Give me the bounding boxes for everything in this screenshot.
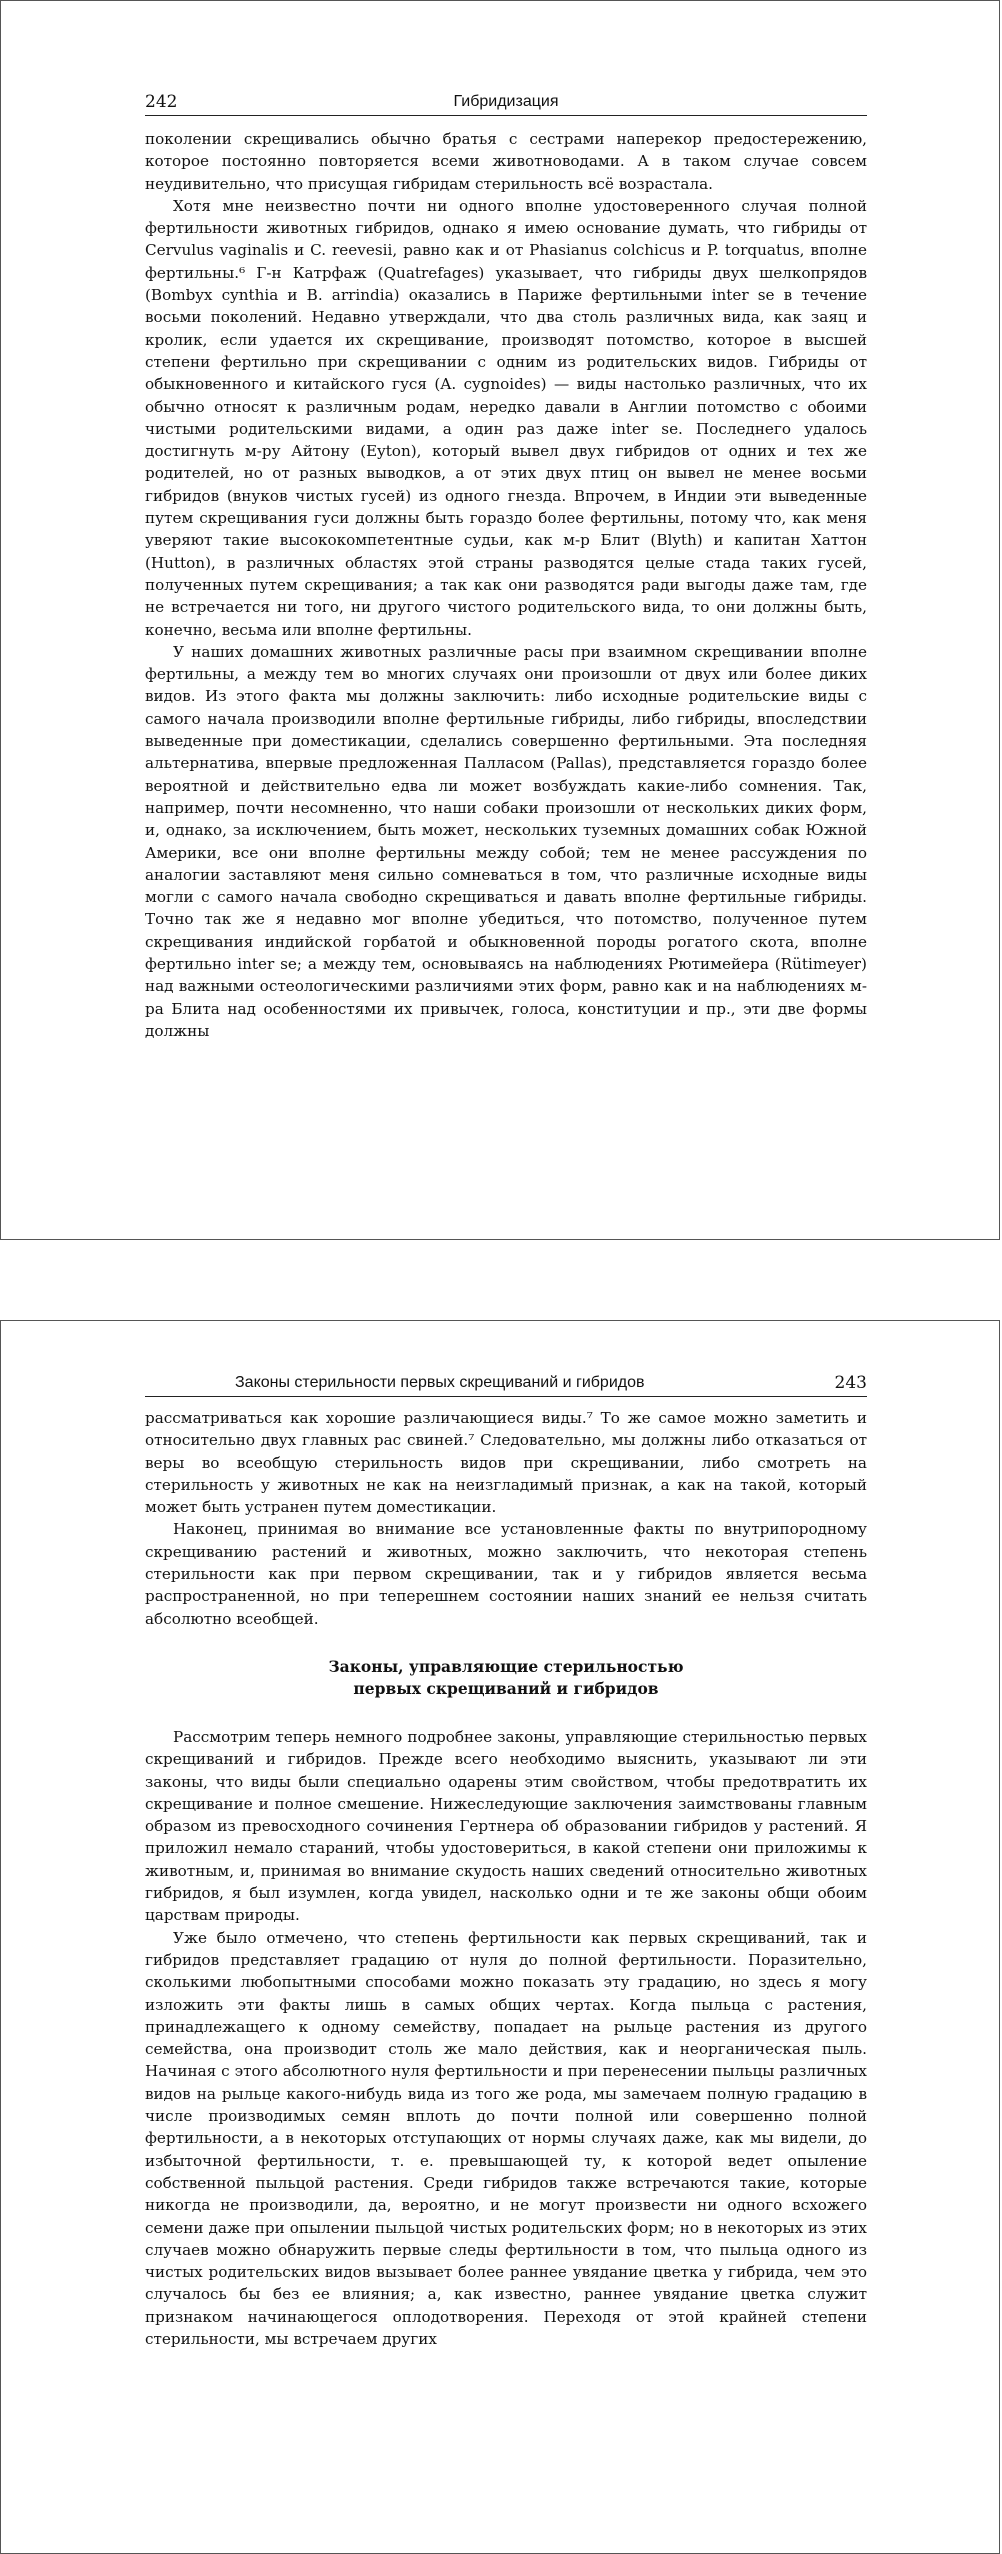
page-body bbox=[145, 1407, 867, 2350]
page-number: 243 bbox=[834, 1373, 867, 1393]
section-heading bbox=[145, 1656, 867, 1700]
page-body bbox=[145, 128, 867, 1042]
page-gap bbox=[0, 1240, 1002, 1320]
paragraph: Хотя мне неизвестно почти ни одного вполне удостоверенного случая полной фертильности животных гибридов, однако я имею основание думать, что гибриды от Cervulus vaginalis и C. reevesii, равно как и от Phasianus colchicus и P. torquatus, вполне фертильны.⁶ Г-н Катрфаж (Quatrefages) указывает, что гибриды двух шелкопрядов (Bombyx cynthia и B. arrindia) оказались в Париже фертильными inter se в течение восьми поколений. Недавно утверждали, что два столь различных вида, как заяц и кролик, если удается их скрещивание, производят потомство, которое в высшей степени фертильно при скрещивании с одним из родительских видов. Гибриды от обыкновенного и китайского гуся (A. cygnoides) — виды настолько различных, что их обычно относят к различным родам, нередко давали в Англии потомство с обоими чистыми родительскими видами, а один раз даже inter se. Последнего удалось достигнуть м-ру Айтону (Eyton), который вывел двух гибридов от одних и тех же родителей, но от разных выводков, а от этих двух птиц он вывел не менее восьми гибридов (внуков чистых гусей) из одного гнезда. Впрочем, в Индии эти выведенные путем скрещивания гуси должны быть гораздо более фертильны, потому что, как меня уверяют такие высококомпетентные судьи, как м-р Блит (Blyth) и капитан Хаттон (Hutton), в различных областях этой страны разводятся целые стада таких гусей, полученных путем скрещивания; а так как они разводятся ради выгоды даже там, где не встречается ни того, ни другого чистого родительского вида, то они должны быть, конечно, весьма или вполне фертильны. bbox=[145, 196, 867, 639]
section-heading-line: первых скрещиваний и гибридов bbox=[353, 1678, 659, 1698]
section-heading-line: Законы, управляющие стерильностью bbox=[328, 1656, 684, 1676]
running-header bbox=[145, 89, 867, 116]
running-header bbox=[145, 1370, 867, 1397]
paragraph: Наконец, принимая во внимание все установленные факты по внутрипородному скрещиванию растений и животных, можно заключить, что некоторая степень стерильности как при первом скрещивании, так и у гибридов является весьма распространенной, но при теперешнем состоянии наших знаний ее нельзя считать абсолютно всеобщей. bbox=[145, 1520, 867, 1628]
page-243 bbox=[0, 1320, 1000, 2554]
page-242 bbox=[0, 0, 1000, 1240]
paragraph: Рассмотрим теперь немного подробнее законы, управляющие стерильностью первых скрещиваний и гибридов. Прежде всего необходимо выяснить, указывают ли эти законы, что виды были специально одарены этим свойством, чтобы предотвратить их скрещивание и полное смешение. Нижеследующие заключения заимствованы главным образом из превосходного сочинения Гертнера об образовании гибридов у растений. Я приложил немало стараний, чтобы удостовериться, в какой степени они приложимы к животным, и, принимая во внимание скудость наших сведений относительно животных гибридов, я был изумлен, когда увидел, насколько одни и те же законы общи обоим царствам природы. bbox=[145, 1727, 867, 1925]
paragraph: У наших домашних животных различные расы при взаимном скрещивании вполне фертильны, а между тем во многих случаях они произошли от двух или более диких видов. Из этого факта мы должны заключить: либо исходные родительские виды с самого начала производили вполне фертильные гибриды, либо гибриды, впоследствии выведенные при доместикации, сделались совершенно фертильными. Эта последняя альтернатива, впервые предложенная Палласом (Pallas), представляется гораздо более вероятной и действительно едва ли может возбуждать какие-либо сомнения. Так, например, почти несомненно, что наши собаки произошли от нескольких диких форм, и, однако, за исключением, быть может, нескольких туземных домашних собак Южной Америки, все они вполне фертильны между собой; тем не менее рассуждения по аналогии заставляют меня сильно сомневаться в том, что различные исходные виды могли с самого начала свободно скрещиваться и давать вполне фертильные гибриды. Точно так же я недавно мог вполне убедиться, что потомство, полученное путем скрещивания индийской горбатой и обыкновенной породы рогатого скота, вполне фертильно inter se; а между тем, основываясь на наблюдениях Рютимейера (Rütimeyer) над важными остеологическими различиями этих форм, равно как и на наблюдениях м-ра Блита над особенностями их привычек, голоса, конституции и пр., эти две формы должны bbox=[145, 642, 867, 1040]
running-title: Законы стерильности первых скрещиваний и гибридов bbox=[235, 1374, 645, 1391]
paragraph: рассматриваться как хорошие различающиеся виды.⁷ То же самое можно заметить и относительно двух главных рас свиней.⁷ Следовательно, мы должны либо отказаться от веры во всеобщую стерильность видов при скрещивании, либо смотреть на стерильность у животных не как на неизгладимый признак, а как на такой, который может быть устранен путем доместикации. bbox=[145, 1409, 867, 1517]
paragraph: поколении скрещивались обычно братья с сестрами наперекор предостережению, которое постоянно повторяется всеми животноводами. А в таком случае совсем неудивительно, что присущая гибридам стерильность всё возрастала. bbox=[145, 130, 867, 193]
running-title: Гибридизация bbox=[453, 93, 559, 110]
paragraph: Уже было отмечено, что степень фертильности как первых скрещиваний, так и гибридов представляет градацию от нуля до полной фертильности. Поразительно, сколькими любопытными способами можно показать эту градацию, но здесь я могу изложить эти факты лишь в самых общих чертах. Когда пыльца с растения, принадлежащего к одному семейству, попадает на рыльце растения из другого семейства, она производит столь же мало действия, как и неорганическая пыль. Начиная с этого абсолютного нуля фертильности и при перенесении пыльцы различных видов на рыльце какого-нибудь вида из того же рода, мы замечаем полную градацию в числе производимых семян вплоть до почти полной или совершенно полной фертильности, а в некоторых отступающих от нормы случаях даже, как мы видели, до избыточной фертильности, т. е. превышающей ту, к которой ведет опыление собственной пыльцой растения. Среди гибридов также встречаются такие, которые никогда не производили, да, вероятно, и не могут произвести ни одного всхожего семени даже при опылении пыльцой чистых родительских форм; но в некоторых из этих случаев можно обнаружить первые следы фертильности в том, что пыльца одного из чистых родительских видов вызывает более раннее увядание цветка у гибрида, чем это случалось бы без ее влияния; а, как известно, раннее увядание цветка служит признаком начинающегося оплодотворения. Переходя от этой крайней степени стерильности, мы встречаем других bbox=[145, 1928, 867, 2348]
page-number: 242 bbox=[145, 92, 178, 112]
